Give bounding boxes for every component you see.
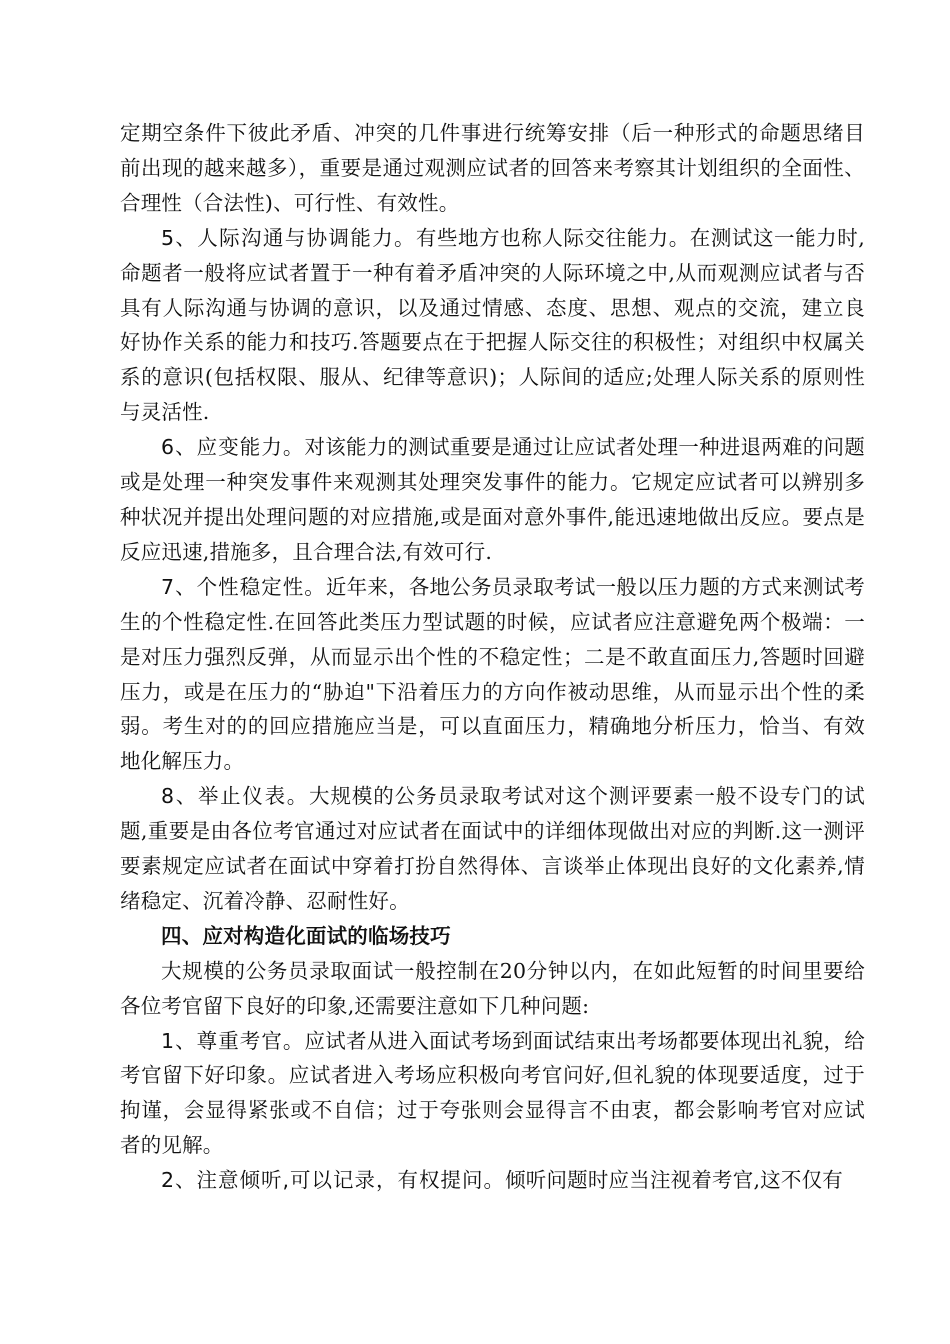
paragraph-lead: 5、人际沟通与协调能力。	[161, 225, 416, 250]
paragraph-lead: 2、注意倾听,可以记录，有权提问。	[161, 1168, 506, 1193]
paragraph-body: 近年来，各地公务员录取考试一般以压力题的方式来测试考生的个性稳定性.在回答此类压力型试题的时候，应试者应注意避免两个极端：一是对压力强烈反弹，从而显示出个性的不稳定性；二是不敢直面压力,答题时回避压力，或是在压力的“胁迫"下沿着压力的方向作被动思维，从而显示出个性的柔弱。考生对的的回应措施应当是，可以直面压力，精确地分析压力，恰当、有效地化解压力。	[120, 574, 866, 774]
paragraph-lead: 8、举止仪表。	[161, 784, 310, 809]
paragraph-lead: 6、应变能力。	[161, 435, 305, 460]
paragraph-respect	[120, 1024, 865, 1164]
paragraph-listening	[120, 1163, 865, 1198]
paragraph-body: 大规模的公务员录取考试对这个测评要素一般不设专门的试题,重要是由各位考官通过对应试者在面试中的详细体现做出对应的判断.这一测评要素规定应试者在面试中穿着打扮自然得体、言谈举止体现出良好的文化素养,情绪稳定、沉着冷静、忍耐性好。	[120, 784, 866, 913]
paragraph-continued: 定期空条件下彼此矛盾、冲突的几件事进行统筹安排（后一种形式的命题思绪目前出现的越来越多），重要是通过观测应试者的回答来考察其计划组织的全面性、合理性（合法性)、可行性、有效性。	[120, 121, 865, 215]
section-heading: 四、应对构造化面试的临场技巧	[161, 923, 451, 948]
paragraph-demeanor	[120, 779, 865, 919]
paragraph-interpersonal	[120, 221, 865, 430]
paragraph-stability	[120, 570, 865, 779]
paragraph-adaptability	[120, 430, 865, 570]
paragraph-body: 倾听问题时应当注视着考官,这不仅有	[505, 1168, 843, 1193]
paragraph-body: 应试者从进入面试考场到面试结束出考场都要体现出礼貌，给考官留下好印象。应试者进入考场应积极向考官问好,但礼貌的体现要适度，过于拘谨，会显得紧张或不自信；过于夸张则会显得言不由衷，都会影响考官对应试者的见解。	[120, 1028, 865, 1158]
paragraph-lead: 1、尊重考官。	[161, 1028, 305, 1053]
paragraph-intro: 大规模的公务员录取面试一般控制在20分钟以内，在如此短暂的时间里要给各位考官留下良好的印象,还需要注意如下几种问题:	[120, 958, 865, 1018]
document-page	[120, 116, 865, 1198]
paragraph-lead: 7、个性稳定性。	[161, 574, 326, 599]
paragraph-body: 有些地方也称人际交往能力。在测试这一能力时,命题者一般将应试者置于一种有着矛盾冲突的人际环境之中,从而观测应试者与否具有人际沟通与协调的意识，以及通过情感、态度、思想、观点的交流，建立良好协作关系的能力和技巧.答题要点在于把握人际交往的积极性；对组织中权属关系的意识(包括权限、服从、纪律等意识)；人际间的适应;处理人际关系的原则性与灵活性.	[120, 225, 865, 425]
paragraph-body: 对该能力的测试重要是通过让应试者处理一种进退两难的问题或是处理一种突发事件来观测其处理突发事件的能力。它规定应试者可以辨别多种状况并提出处理问题的对应措施,或是面对意外事件,能迅速地做出反应。要点是反应迅速,措施多，且合理合法,有效可行.	[120, 435, 865, 564]
